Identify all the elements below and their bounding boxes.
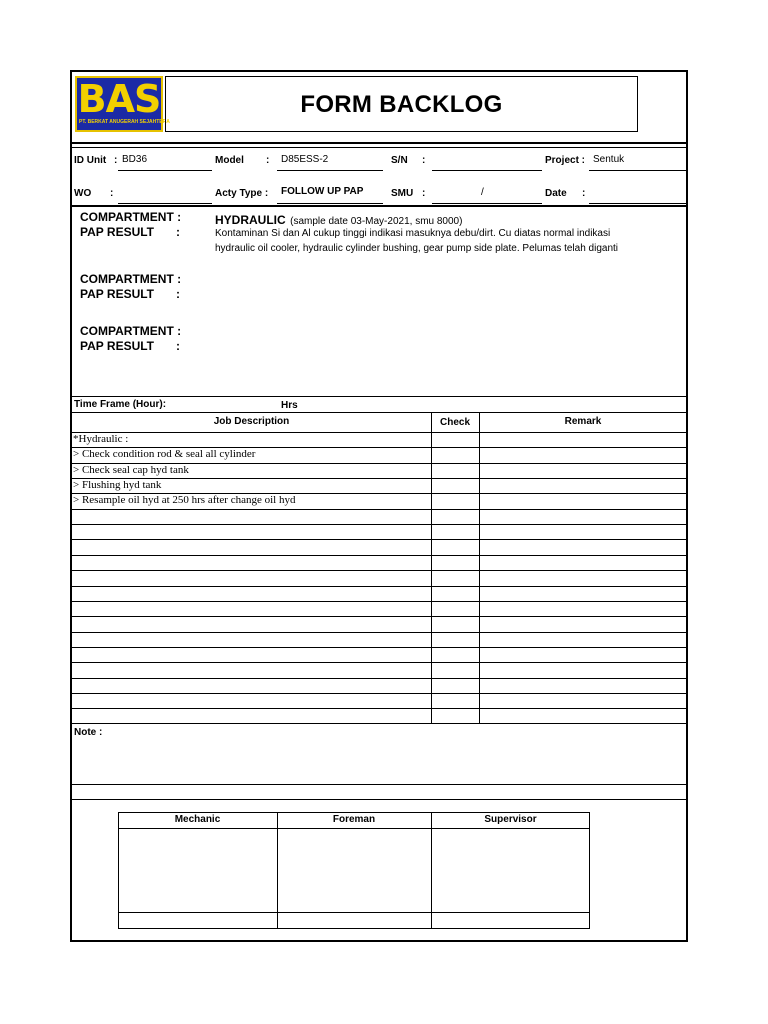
job-row-4: > Flushing hyd tank (73, 479, 162, 491)
table-row (70, 447, 688, 448)
pap-result-label-2: PAP RESULT (80, 287, 155, 301)
foreman-header: Foreman (332, 814, 376, 825)
pap-result-label-1: PAP RESULT (80, 225, 155, 239)
sn-label: S/N (391, 155, 408, 166)
signature-divider-top (70, 784, 688, 785)
id-unit-label: ID Unit (74, 155, 107, 166)
acty-type-underline (277, 203, 383, 204)
check-column-border (431, 412, 432, 723)
smu-underline (432, 203, 542, 204)
form-title: FORM BACKLOG (300, 91, 503, 118)
smu-colon: : (422, 188, 426, 199)
sn-underline (432, 170, 542, 171)
header-divider-inner (70, 147, 688, 148)
job-row-2: > Check condition rod & seal all cylinder (73, 448, 256, 460)
date-underline (589, 203, 686, 204)
id-unit-colon: : (114, 155, 118, 166)
logo-subtext: PT. BERKAT ANUGERAH SEJAHTERA (79, 119, 170, 125)
project-underline (589, 170, 686, 171)
table-row (70, 432, 688, 433)
sn-colon: : (422, 155, 426, 166)
project-label: Project : (545, 155, 586, 166)
table-row (70, 647, 688, 648)
pap-result-colon-3: : (176, 339, 180, 353)
signature-name-line (118, 912, 590, 913)
smu-label: SMU (391, 188, 414, 199)
table-row (70, 524, 688, 525)
compartment-name-text: HYDRAULIC (215, 213, 286, 227)
foreman-signature-area[interactable] (278, 829, 430, 911)
compartment-sample-note: (sample date 03-May-2021, smu 8000) (290, 216, 463, 227)
title-box (165, 76, 638, 132)
remark-column-border (479, 412, 480, 723)
table-row (70, 708, 688, 709)
company-logo (75, 76, 170, 132)
model-colon: : (266, 155, 270, 166)
model-underline (277, 170, 383, 171)
smu-separator: / (481, 187, 484, 198)
signature-divider-bottom (70, 799, 688, 800)
header-divider (70, 142, 688, 144)
logo-text: BAS (77, 77, 161, 121)
mechanic-signature-area[interactable] (119, 829, 276, 911)
id-unit-field[interactable]: BD36 (122, 154, 148, 165)
compartment-label-1: COMPARTMENT : (80, 210, 182, 224)
pap-result-text-1: Kontaminan Si dan Al cukup tinggi indikasi masuknya debu/dirt. Cu diatas normal indikasi hydraulic oil cooler, hydraulic cylinder bushing, gear pump side plate. Pelumas telah diganti (215, 228, 619, 254)
compartment-divider (70, 205, 688, 207)
table-row (70, 493, 688, 494)
table-row (70, 463, 688, 464)
mechanic-header: Mechanic (174, 814, 221, 825)
remark-header: Remark (564, 416, 602, 427)
table-row (70, 478, 688, 479)
job-description-header: Job Description (213, 416, 290, 427)
job-row-5: > Resample oil hyd at 250 hrs after change oil hyd (73, 494, 296, 506)
job-row-3: > Check seal cap hyd tank (73, 464, 189, 476)
table-row (70, 662, 688, 663)
time-frame-unit: Hrs (281, 400, 298, 411)
project-field[interactable]: Sentuk (593, 154, 625, 165)
compartment-label-2: COMPARTMENT : (80, 272, 182, 286)
wo-underline (118, 203, 212, 204)
supervisor-signature-area[interactable] (432, 829, 589, 911)
compartment-label-3: COMPARTMENT : (80, 324, 182, 338)
table-row (70, 570, 688, 571)
table-row (70, 678, 688, 679)
job-row-1: *Hydraulic : (73, 433, 129, 445)
table-row (70, 632, 688, 633)
table-top-border (70, 412, 688, 413)
wo-label: WO (74, 188, 92, 199)
time-frame-divider (70, 396, 688, 397)
model-label: Model (215, 155, 244, 166)
table-row (70, 601, 688, 602)
acty-type-label: Acty Type : (215, 188, 269, 199)
table-row (70, 693, 688, 694)
date-colon: : (582, 188, 586, 199)
check-header: Check (439, 417, 470, 428)
model-field[interactable]: D85ESS-2 (281, 154, 329, 165)
pap-result-colon-1: : (176, 225, 180, 239)
note-label: Note : (74, 727, 103, 738)
date-label: Date (545, 188, 567, 199)
time-frame-label: Time Frame (Hour): (74, 399, 167, 410)
supervisor-header: Supervisor (484, 814, 537, 825)
table-row (70, 539, 688, 540)
table-row (70, 616, 688, 617)
pap-result-label-3: PAP RESULT (80, 339, 155, 353)
table-row (70, 509, 688, 510)
pap-result-colon-2: : (176, 287, 180, 301)
note-divider (70, 723, 688, 724)
id-unit-underline (118, 170, 212, 171)
table-row (70, 586, 688, 587)
acty-type-field[interactable]: FOLLOW UP PAP (281, 186, 364, 197)
wo-colon: : (110, 188, 114, 199)
table-row (70, 555, 688, 556)
